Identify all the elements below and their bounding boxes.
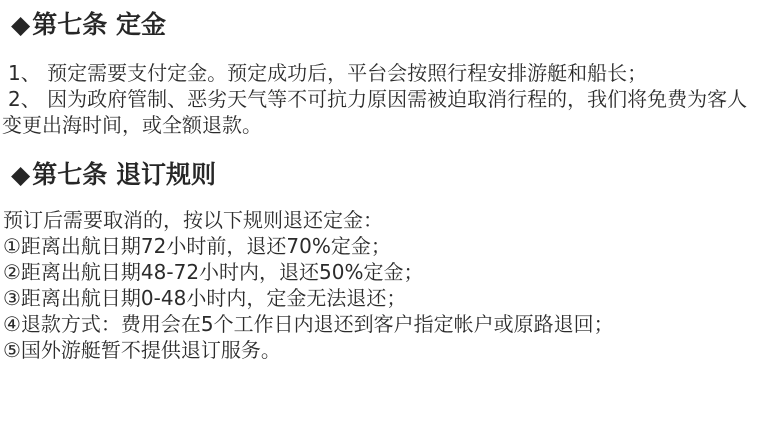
deposit-terms-paragraph [2,60,748,138]
refund-rules-paragraph [3,207,614,363]
section-heading-refund-rules [11,160,216,190]
refund-rule-line-2: ②距离出航日期48-72小时内，退还50%定金； [3,260,424,284]
refund-rule-line-1: ①距离出航日期72小时前，退还70%定金； [3,234,391,258]
deposit-term-line-2: 2、 因为政府管制、恶劣天气等不可抗力原因需被迫取消行程的，我们将免费为客人 [8,87,748,111]
section-heading-deposit-text: 第七条 定金 [32,10,166,39]
deposit-term-line-3: 变更出海时间，或全额退款。 [2,113,262,137]
section-heading-deposit [11,10,166,40]
diamond-bullet-icon: ◆ [11,10,31,39]
refund-rule-line-3: ③距离出航日期0-48小时内，定金无法退还； [3,286,407,310]
section-heading-refund-rules-text: 第七条 退订规则 [32,160,216,189]
diamond-bullet-icon: ◆ [11,160,31,189]
refund-rule-line-5: ⑤国外游艇暂不提供退订服务。 [3,338,281,362]
deposit-term-line-1: 1、 预定需要支付定金。预定成功后，平台会按照行程安排游艇和船长； [8,61,648,85]
refund-rule-line-4: ④退款方式：费用会在5个工作日内退还到客户指定帐户或原路退回； [3,312,614,336]
refund-rules-intro-line: 预订后需要取消的，按以下规则退还定金： [3,208,383,232]
